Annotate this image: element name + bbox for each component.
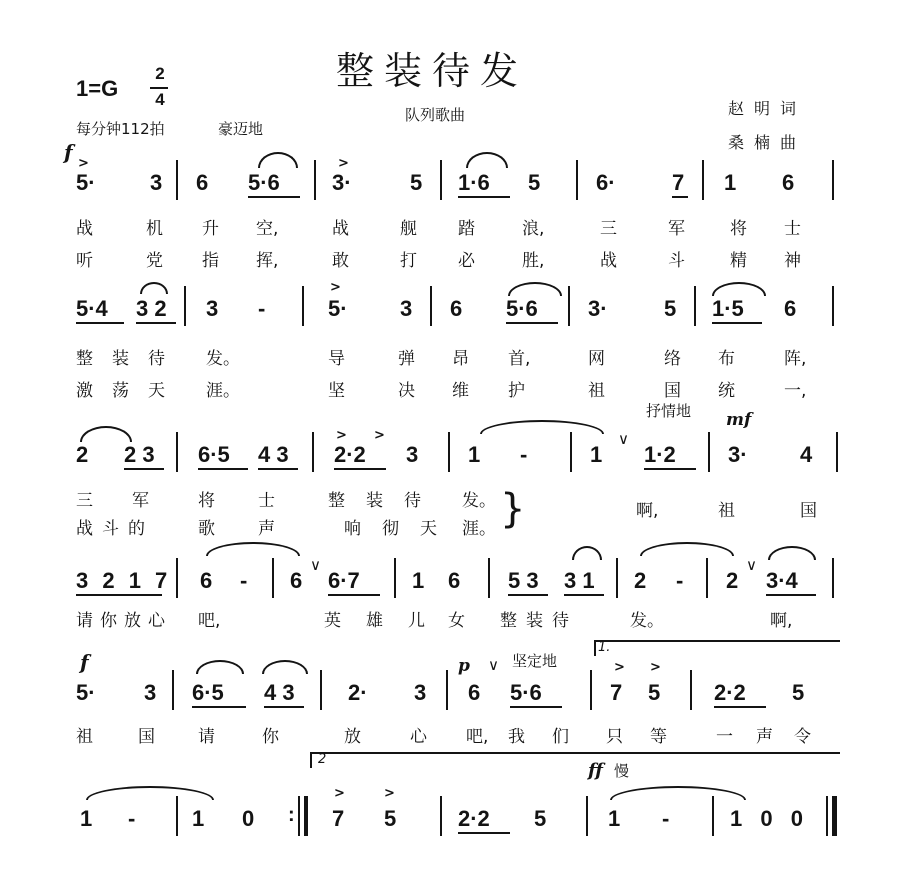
dynamic-mezzo-forte: mf (726, 410, 752, 430)
lyric: 一, (784, 381, 807, 401)
barline (184, 286, 186, 326)
lyric: 们 (552, 727, 569, 747)
tie (640, 542, 734, 556)
note: 5· (76, 680, 96, 705)
lyric: 阵, (784, 349, 807, 369)
barline (430, 286, 432, 326)
accent-mark: > (78, 156, 89, 171)
slur (712, 282, 766, 296)
lyric: 涯。 (206, 381, 240, 401)
lyric: 士 (258, 491, 275, 511)
lyric: 一 (716, 727, 733, 747)
lyric: 统 (718, 381, 735, 401)
note: 6 (450, 296, 463, 321)
note: 5 (648, 680, 661, 705)
accent-mark: > (384, 786, 395, 801)
beam-underline (136, 322, 176, 324)
beam-underline (458, 196, 510, 198)
volta-bracket-first (594, 640, 840, 656)
note: 3 (206, 296, 219, 321)
barline (706, 558, 708, 598)
beam-underline (198, 468, 248, 470)
note: 5·6 (506, 296, 538, 321)
lyric: 机 (146, 219, 163, 239)
lyric: 装 (112, 349, 129, 369)
lyric: 舰 (400, 219, 417, 239)
lyric: 必 (458, 251, 475, 271)
beam-underline (672, 196, 688, 198)
barline (448, 432, 450, 472)
note: 3· (332, 170, 352, 195)
note: 3 (414, 680, 427, 705)
lyric: 斗 (102, 519, 119, 539)
beam-underline (644, 468, 696, 470)
lyric: 敢 (332, 251, 349, 271)
slur (768, 546, 816, 560)
barline (708, 432, 710, 472)
repeat-end-barline (304, 796, 308, 836)
lyric: 激 (76, 381, 93, 401)
time-signature-top: 2 (155, 64, 165, 83)
barline (690, 670, 692, 710)
note: 2·2 (714, 680, 746, 705)
accent-mark: > (330, 280, 341, 295)
lyric: 啊, (770, 611, 793, 631)
barline (488, 558, 490, 598)
note: 3 (400, 296, 413, 321)
note: 6 (200, 568, 213, 593)
barline (590, 670, 592, 710)
lyric: 吧, (466, 727, 489, 747)
beam-underline (712, 322, 762, 324)
note: 7 (672, 170, 685, 195)
barline (446, 670, 448, 710)
expression-lyrical: 抒情地 (646, 402, 692, 420)
tie (86, 786, 214, 800)
note: 5 (410, 170, 423, 195)
slur (140, 282, 168, 294)
lyricist-credit: 赵明词 (728, 99, 807, 118)
lyric: 听 (76, 251, 93, 271)
note: 5 3 (508, 568, 539, 593)
genre-label: 队列歌曲 (405, 106, 466, 124)
lyric: 的 (128, 519, 145, 539)
lyric: 战 (332, 219, 349, 239)
note: 1 0 0 (730, 806, 809, 831)
beam-underline (124, 468, 164, 470)
accent-mark: > (336, 428, 347, 443)
note: 1·2 (644, 442, 676, 467)
note: 7 (610, 680, 623, 705)
barline (272, 558, 274, 598)
barline (832, 160, 834, 200)
slur (258, 152, 298, 168)
note: 6 (448, 568, 461, 593)
lyric: 浪, (522, 219, 545, 239)
beam-underline (714, 706, 766, 708)
lyric: 天 (148, 381, 165, 401)
lyric: 首, (508, 349, 531, 369)
note: 5 (664, 296, 677, 321)
time-signature-bottom: 4 (155, 90, 165, 109)
dynamic-forte: f (64, 140, 73, 164)
note: - (520, 442, 528, 467)
lyric: 士 (784, 219, 801, 239)
note: 6 (196, 170, 209, 195)
lyric: 请 (198, 727, 215, 747)
lyric: 整 (500, 611, 517, 631)
expression-firm: 坚定地 (512, 652, 558, 670)
note: 3· (588, 296, 608, 321)
lyric: 待 (552, 611, 569, 631)
accent-mark: > (614, 660, 625, 675)
note: 5· (76, 170, 96, 195)
dynamic-fortissimo: ff (588, 760, 603, 781)
note: 1·6 (458, 170, 490, 195)
lyric: 精 (730, 251, 747, 271)
accent-mark: > (334, 786, 345, 801)
beam-underline (248, 196, 300, 198)
barline (836, 432, 838, 472)
lyric: 国 (138, 727, 155, 747)
note: 5 (528, 170, 541, 195)
lyric: 请 (76, 611, 93, 631)
dynamic-forte: f (80, 650, 89, 674)
barline (616, 558, 618, 598)
lyric: 导 (328, 349, 345, 369)
note: 4 3 (264, 680, 295, 705)
lyric: 歌 (198, 519, 215, 539)
note: 1 (608, 806, 621, 831)
beam-underline (334, 468, 386, 470)
lyric: 战 (600, 251, 617, 271)
note: 3 2 (136, 296, 167, 321)
barline (440, 796, 442, 836)
barline (568, 286, 570, 326)
note: 1 (192, 806, 205, 831)
note: 4 3 (258, 442, 289, 467)
lyric: 祖 (588, 381, 605, 401)
barline (320, 670, 322, 710)
lyric: 声 (258, 519, 275, 539)
barline (832, 558, 834, 598)
lyric: 发。 (630, 611, 664, 631)
barline (176, 432, 178, 472)
slur (466, 152, 508, 168)
note: 0 (242, 806, 255, 831)
lyric: 党 (146, 251, 163, 271)
note: 6·5 (198, 442, 230, 467)
barline (298, 796, 300, 836)
lyric: 国 (800, 501, 817, 521)
beam-underline (192, 706, 246, 708)
tie (206, 542, 300, 556)
lyric: 胜, (522, 251, 545, 271)
breath-mark: ∨ (488, 656, 499, 674)
barline (694, 286, 696, 326)
barline (570, 432, 572, 472)
note: 5 (384, 806, 397, 831)
note: 6 (784, 296, 797, 321)
lyric: 天 (420, 519, 437, 539)
note: 6 (290, 568, 303, 593)
lyric: 雄 (366, 611, 383, 631)
barline (176, 796, 178, 836)
lyric: 络 (664, 349, 681, 369)
lyric: 心 (410, 727, 427, 747)
lyric: 三 (76, 491, 93, 511)
beam-underline (264, 706, 304, 708)
lyric: 布 (718, 349, 735, 369)
lyric: 军 (668, 219, 685, 239)
note: - (128, 806, 136, 831)
note: - (662, 806, 670, 831)
note: 7 (332, 806, 345, 831)
slur (262, 660, 308, 674)
barline (826, 796, 828, 836)
lyric: 空, (256, 219, 279, 239)
lyric: 踏 (458, 219, 475, 239)
note: 3 (150, 170, 163, 195)
beam-underline (508, 594, 548, 596)
note: 5·6 (248, 170, 280, 195)
lyric: 维 (452, 381, 469, 401)
note: 3·4 (766, 568, 798, 593)
barline (576, 160, 578, 200)
lyric: 三 (600, 219, 617, 239)
lyric: 战 (76, 519, 93, 539)
lyric: 等 (650, 727, 667, 747)
barline (832, 286, 834, 326)
composer-credit: 桑楠曲 (728, 133, 807, 152)
note: 3· (728, 442, 748, 467)
note: 6 (468, 680, 481, 705)
barline (176, 160, 178, 200)
lyric: 将 (198, 491, 215, 511)
note: 1 (724, 170, 737, 195)
lyric: 声 (756, 727, 773, 747)
note: 3 2 1 7 (76, 568, 172, 593)
lyric: 发。 (206, 349, 240, 369)
lyric: 发。 (462, 491, 496, 511)
note: 1 (80, 806, 93, 831)
lyric: 女 (448, 611, 465, 631)
breath-mark: ∨ (310, 556, 321, 574)
note: 1 (590, 442, 603, 467)
barline (314, 160, 316, 200)
barline (394, 558, 396, 598)
lyric: 战 (76, 219, 93, 239)
note: 6 (782, 170, 795, 195)
tempo-marking: 每分钟112拍 (76, 120, 165, 138)
lyric: 网 (588, 349, 605, 369)
lyric: 彻 (382, 519, 399, 539)
barline (312, 432, 314, 472)
beam-underline (510, 706, 562, 708)
volta-first-label: 1. (598, 640, 611, 655)
slur (80, 426, 132, 442)
lyric: 放 (344, 727, 361, 747)
beam-underline (76, 594, 162, 596)
barline (440, 160, 442, 200)
lyric: 涯。 (462, 519, 496, 539)
lyric: 装 (526, 611, 543, 631)
lyric: 吧, (198, 611, 221, 631)
beam-underline (76, 322, 124, 324)
note: 1 (468, 442, 481, 467)
lyric: 啊, (636, 501, 659, 521)
lyric: 国 (664, 381, 681, 401)
lyric: 我 (508, 727, 525, 747)
lyric: 祖 (76, 727, 93, 747)
lyric: 放 (124, 611, 141, 631)
lyric-brace: } (500, 486, 526, 532)
barline (302, 286, 304, 326)
note: 2 (726, 568, 739, 593)
expression-slow: 慢 (614, 762, 630, 780)
beam-underline (458, 832, 510, 834)
lyric: 待 (404, 491, 421, 511)
lyric: 将 (730, 219, 747, 239)
lyric: 坚 (328, 381, 345, 401)
lyric: 响 (344, 519, 361, 539)
note: 2· (348, 680, 368, 705)
volta-bracket-second (310, 752, 840, 768)
lyric: 心 (148, 611, 165, 631)
note: 2 (76, 442, 89, 467)
lyric: 挥, (256, 251, 279, 271)
barline (702, 160, 704, 200)
lyric: 指 (202, 251, 219, 271)
lyric: 你 (262, 727, 279, 747)
beam-underline (564, 594, 604, 596)
lyric: 整 (328, 491, 345, 511)
tie (480, 420, 604, 434)
time-signature-line (150, 87, 168, 89)
accent-mark: > (650, 660, 661, 675)
note: - (258, 296, 266, 321)
barline (712, 796, 714, 836)
lyric: 装 (366, 491, 383, 511)
repeat-dots: : (288, 804, 295, 826)
note: 1 (412, 568, 425, 593)
accent-mark: > (374, 428, 385, 443)
slur (508, 282, 562, 296)
lyric: 军 (132, 491, 149, 511)
breath-mark: ∨ (618, 430, 629, 448)
note: 5 (534, 806, 547, 831)
final-barline (832, 796, 837, 836)
note: - (240, 568, 248, 593)
note: 2·2 (458, 806, 490, 831)
beam-underline (506, 322, 558, 324)
lyric: 英 (324, 611, 341, 631)
barline (172, 670, 174, 710)
beam-underline (258, 468, 298, 470)
lyric: 你 (100, 611, 117, 631)
note: 2·2 (334, 442, 366, 467)
lyric: 升 (202, 219, 219, 239)
tie (610, 786, 746, 800)
lyric: 昂 (452, 349, 469, 369)
note: 6·7 (328, 568, 360, 593)
lyric: 儿 (408, 611, 425, 631)
note: 5·4 (76, 296, 108, 321)
note: 6· (596, 170, 616, 195)
lyric: 待 (148, 349, 165, 369)
beam-underline (328, 594, 380, 596)
breath-mark: ∨ (746, 556, 757, 574)
song-title: 整装待发 (336, 49, 529, 93)
volta-second-label: 2 (318, 752, 327, 767)
lyric: 护 (508, 381, 525, 401)
lyric: 打 (400, 251, 417, 271)
lyric: 斗 (668, 251, 685, 271)
key-signature: 1=G (76, 76, 119, 101)
barline (176, 558, 178, 598)
note: 5·6 (510, 680, 542, 705)
slur (572, 546, 602, 560)
lyric: 决 (398, 381, 415, 401)
barline (586, 796, 588, 836)
lyric: 神 (784, 251, 801, 271)
lyric: 整 (76, 349, 93, 369)
lyric: 荡 (112, 381, 129, 401)
note: 2 (634, 568, 647, 593)
note: 1·5 (712, 296, 744, 321)
slur (196, 660, 244, 674)
lyric: 祖 (718, 501, 735, 521)
note: 5 (792, 680, 805, 705)
beam-underline (766, 594, 816, 596)
note: - (676, 568, 684, 593)
note: 5· (328, 296, 348, 321)
lyric: 弹 (398, 349, 415, 369)
note: 3 (406, 442, 419, 467)
accent-mark: > (338, 156, 349, 171)
lyric: 只 (606, 727, 623, 747)
note: 6·5 (192, 680, 224, 705)
lyric: 令 (794, 727, 811, 747)
note: 4 (800, 442, 813, 467)
note: 3 (144, 680, 157, 705)
note: 3 1 (564, 568, 595, 593)
style-marking: 豪迈地 (218, 120, 264, 138)
note: 2 3 (124, 442, 155, 467)
dynamic-piano: p (458, 656, 470, 676)
